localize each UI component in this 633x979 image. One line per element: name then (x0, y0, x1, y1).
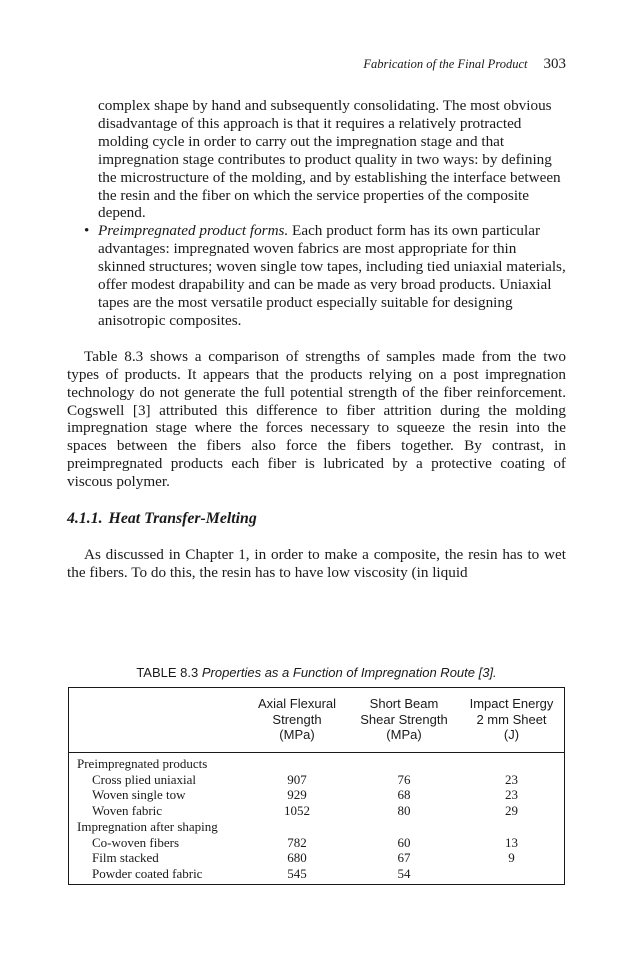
cell-impact-energy: 23 (505, 787, 518, 803)
cell-short-beam: 68 (397, 787, 411, 803)
cell-impact-energy: 29 (505, 803, 518, 819)
row-label: Powder coated fabric (92, 865, 203, 881)
paragraph-table-discussion: Table 8.3 shows a comparison of strengths of samples made from the two types of products. It appears that the products relying on a post impregnation technology do not generate the full potential strength of the fiber reinforcement. Cogswell [3] attributed this difference to fiber attrition during the molding impregnation stage where the forces necessary to squeeze the resin into the spaces between the fibers also force the fibers together. By contrast, in preimpregnated products each fiber is lubricated by a protective coating of viscous polymer. (67, 347, 566, 491)
row-label: Woven single tow (92, 787, 186, 803)
cell-axial-flexural: 907 (287, 771, 307, 787)
table-row (69, 850, 564, 866)
continuation-paragraph: complex shape by hand and subsequently consolidating. The most obvious disadvantage of this approach is that it requires a relatively protracted molding cycle in order to carry out the impregnation stage and that impregnation stage contributes to product quality in two ways: by defining the microstructure of the molding, and by establishing the interface between the resin and the fiber on which the service properties of the composite depend. (98, 97, 561, 222)
cell-impact-energy: 23 (505, 771, 518, 787)
table-row (69, 835, 564, 851)
row-label: Impregnation after shaping (77, 818, 218, 834)
running-header (363, 56, 566, 73)
row-label: Co-woven fibers (92, 834, 180, 850)
properties-table (68, 687, 565, 885)
cell-short-beam: 60 (397, 834, 411, 850)
table-header (69, 688, 564, 753)
table-row (69, 803, 564, 819)
cell-axial-flexural: 680 (287, 850, 307, 866)
row-label: Preimpregnated products (77, 756, 208, 771)
row-label: Cross plied uniaxial (92, 771, 196, 787)
cell-short-beam: 76 (397, 771, 411, 787)
bullet-item (84, 222, 566, 329)
paragraph-heat-transfer: As discussed in Chapter 1, in order to make a composite, the resin has to wet the fibers. To do this, the resin has to have low viscosity (in liquid (67, 545, 566, 581)
section-heading (67, 510, 566, 528)
cell-axial-flexural: 929 (287, 787, 307, 803)
cell-axial-flexural: 545 (287, 865, 307, 881)
bullet-mark: • (84, 222, 90, 240)
column-header-axial-flexural-strength: Axial Flexural Strength (MPa) (257, 696, 337, 742)
table-row-group (69, 756, 564, 772)
cell-impact-energy: 9 (508, 850, 515, 866)
table-caption (67, 665, 566, 680)
cell-short-beam: 80 (397, 803, 411, 819)
cell-axial-flexural: 782 (287, 834, 307, 850)
cell-axial-flexural: 1052 (284, 803, 310, 819)
row-label: Film stacked (92, 850, 159, 866)
section-title: Heat Transfer-Melting (108, 510, 257, 528)
table-row (69, 787, 564, 803)
bullet-text: Each product form has its own particular advantages: impregnated woven fabrics are most appropriate for thin skinned structures; woven single tow tapes, including tied uniaxial materials, offer modest drapability and can be made as very broad products. Uniaxial tapes are the most versatile product especially suitable for designing anisotropic composites. (98, 222, 566, 329)
table-row (69, 772, 564, 788)
column-header-impact-energy: Impact Energy 2 mm Sheet (J) (469, 696, 554, 742)
cell-short-beam: 67 (397, 850, 411, 866)
table-header-blank (69, 688, 245, 752)
table-row-group (69, 819, 564, 835)
page-number: 303 (543, 56, 566, 72)
table-caption-label: TABLE 8.3 (136, 665, 199, 680)
section-number: 4.1.1. (67, 510, 103, 528)
body-text (67, 97, 566, 582)
column-header-short-beam-shear-strength: Short Beam Shear Strength (MPa) (360, 696, 448, 742)
table-caption-text: Properties as a Function of Impregnation Route [3]. (201, 665, 497, 680)
table-body (69, 753, 564, 884)
running-header-title: Fabrication of the Final Product (363, 57, 528, 71)
bullet-lead: Preimpregnated product forms. (98, 222, 289, 240)
table-row (69, 866, 564, 882)
cell-short-beam: 54 (397, 865, 411, 881)
row-label: Woven fabric (92, 803, 163, 819)
cell-impact-energy (459, 866, 564, 882)
cell-impact-energy: 13 (505, 834, 518, 850)
